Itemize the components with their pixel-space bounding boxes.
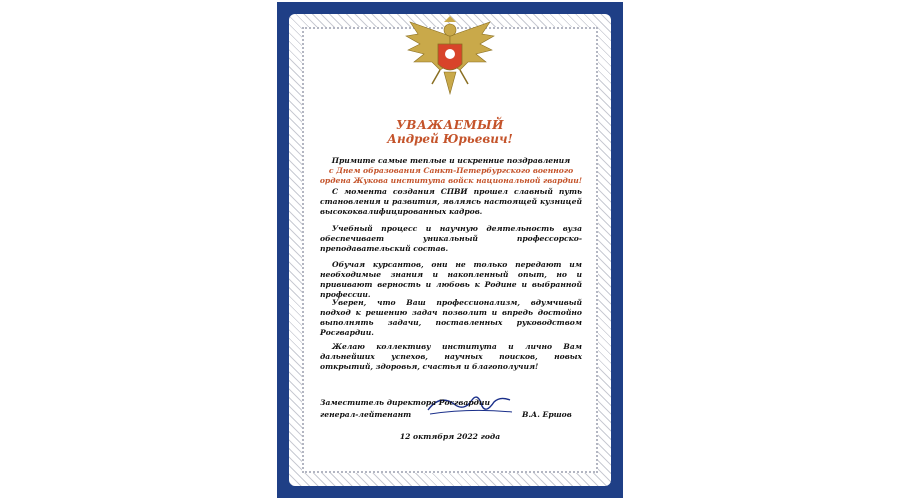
signer-rank: генерал-лейтенант bbox=[320, 410, 412, 419]
paragraph: Обучая курсантов, они не только передают им необходимые знания и накопленный опыт, но и прививают верность и любовь к Родине и выбранной профессии. bbox=[320, 260, 582, 299]
intro-block bbox=[318, 156, 584, 186]
signer-position: Заместитель директора Росгвардии bbox=[320, 398, 490, 407]
paragraph: Уверен, что Ваш профессионализм, вдумчивый подход к решению задач позволит и впредь достойно выполнять задачи, поставленных руководством Росгвардии. bbox=[320, 298, 582, 337]
paragraph: Учебный процесс и научную деятельность вуза обеспечивает уникальный профессорско-преподавательский состав. bbox=[320, 224, 582, 253]
intro-line: Примите самые теплые и искренние поздравления bbox=[331, 156, 571, 165]
letter-date: 12 октября 2022 года bbox=[399, 432, 501, 441]
paragraph: С момента создания СПВИ прошел славный путь становления и развития, являясь настоящей кузницей высококвалифицированных кадров. bbox=[320, 187, 582, 216]
recipient-name: Андрей Юрьевич! bbox=[387, 132, 513, 146]
paragraph: Желаю коллективу института и лично Вам дальнейших успехов, научных поисков, новых открытий, здоровья, счастья и благополучия! bbox=[320, 342, 582, 371]
eagle-emblem-icon bbox=[400, 14, 500, 100]
intro-line-accent: с Днем образования Санкт-Петербургского военного bbox=[328, 166, 574, 175]
greeting-title: УВАЖАЕМЫЙ bbox=[396, 118, 504, 132]
signer-name: В.А. Ершов bbox=[522, 410, 572, 419]
intro-line-accent: ордена Жукова института войск национальной гвардии! bbox=[319, 176, 583, 185]
